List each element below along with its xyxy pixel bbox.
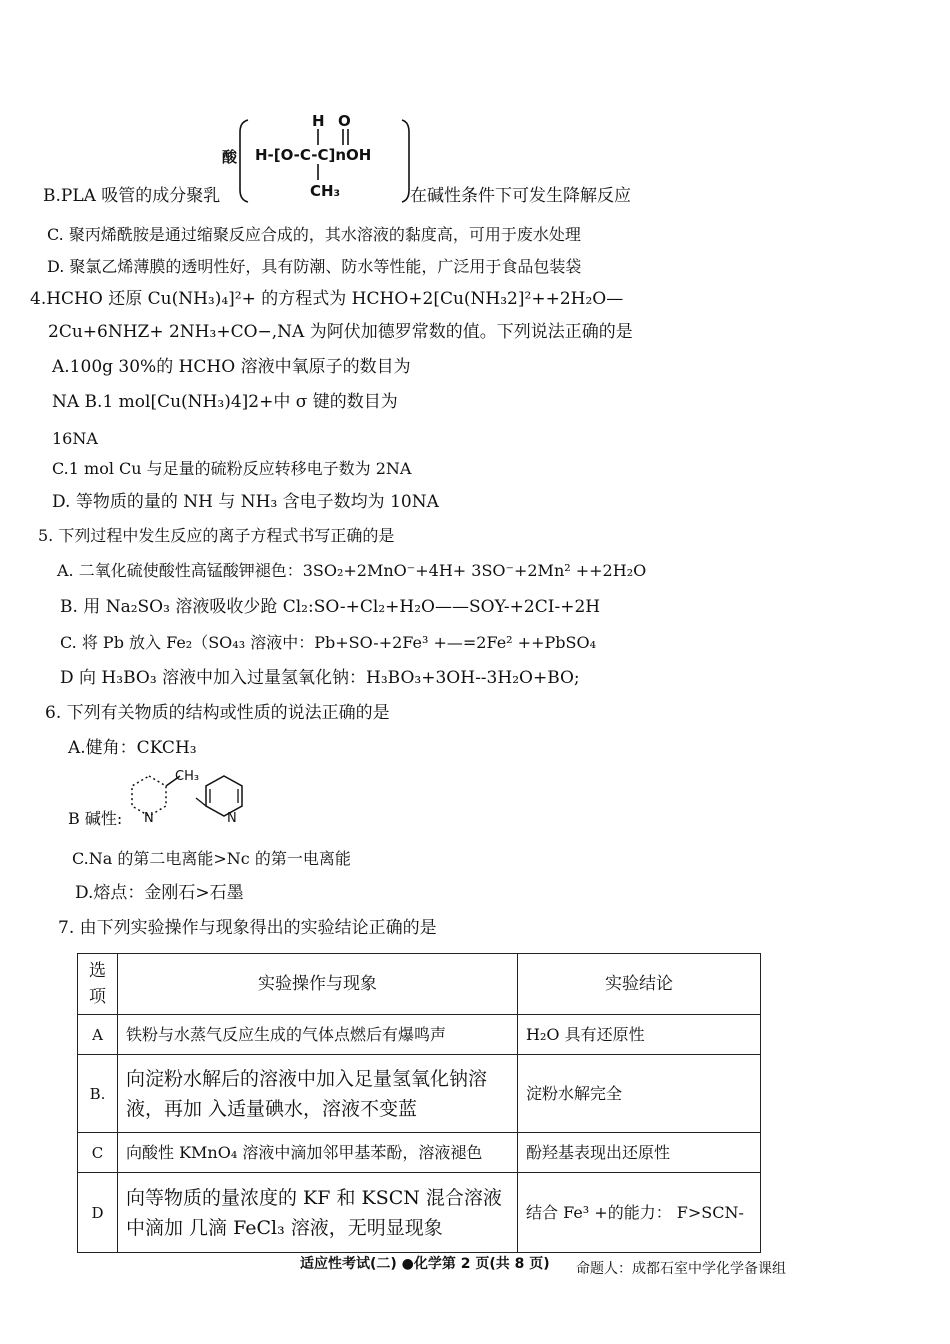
pyridine-ch3: CH₃ — [175, 769, 200, 784]
question-4-option-a: A.100g 30%的 HCHO 溶液中氧原子的数目为 — [52, 357, 411, 377]
question-7: 7. 由下列实验操作与现象得出的实验结论正确的是 — [58, 918, 437, 938]
table-header-row — [78, 954, 761, 1015]
question-6: 6. 下列有关物质的结构或性质的说法正确的是 — [45, 703, 390, 723]
option-b-pla-prefix: B.PLA 吸管的成分聚乳 — [43, 186, 221, 206]
question-5-option-b: B. 用 Na₂SO₃ 溶液吸收少跄 Cl₂:SO-+Cl₂+H₂O——SOY-+2CI-+2H — [60, 597, 601, 617]
formula-o-top: O — [338, 112, 351, 130]
row-conclusion: 淀粉水解完全 — [518, 1055, 761, 1133]
question-5-option-c: C. 将 Pb 放入 Fe₂（SO₄₃ 溶液中：Pb+SO-+2Fe³ +—=2Fe² ++PbSO₄ — [60, 633, 596, 652]
question-6-option-b: B 碱性: — [68, 809, 123, 828]
formula-main-chain: H-[O-C-C]nOH — [255, 146, 372, 164]
question-6-option-a: A.健角：CKCH₃ — [68, 738, 197, 758]
question-4-option-b-cont: 16NA — [52, 429, 98, 448]
row-conclusion: 酚羟基表现出还原性 — [518, 1133, 761, 1173]
row-option: A — [78, 1015, 118, 1055]
formula-h-top: H — [312, 112, 325, 130]
question-6-option-d: D.熔点：金刚石>石墨 — [75, 883, 244, 903]
table-row — [78, 1133, 761, 1173]
pla-structural-formula — [222, 112, 412, 208]
table-row — [78, 1015, 761, 1055]
option-c-pam: C. 聚丙烯酰胺是通过缩聚反应合成的，其水溶液的黏度高，可用于废水处理 — [47, 225, 581, 244]
question-6-option-c: C.Na 的第二电离能>Nc 的第一电离能 — [72, 849, 351, 868]
row-conclusion: H₂O 具有还原性 — [518, 1015, 761, 1055]
question-4-option-b: NA B.1 mol[Cu(NH₃)4]2+中 σ 键的数目为 — [52, 392, 398, 412]
question-4-line1: 4.HCHO 还原 Cu(NH₃)₄]²+ 的方程式为 HCHO+2[Cu(NH₃2]²++2H₂O— — [30, 289, 624, 309]
question-4-option-d: D. 等物质的量的 NH 与 NH₃ 含电子数均为 10NA — [52, 492, 439, 512]
pyridine-n-1: N — [144, 811, 154, 826]
row-conclusion: 结合 Fe³ +的能力： F>SCN- — [518, 1173, 761, 1253]
header-operation: 实验操作与现象 — [118, 954, 518, 1015]
option-d-pvc: D. 聚氯乙烯薄膜的透明性好，具有防潮、防水等性能，广泛用于食品包装袋 — [47, 257, 582, 276]
footer-exam: 适应性考试(二) ●化学第 2 页(共 8 页) — [300, 1256, 550, 1272]
row-operation: 向等物质的量浓度的 KF 和 KSCN 混合溶液中滴加 几滴 FeCl₃ 溶液，无明显现象 — [118, 1173, 518, 1253]
acid-char: 酸 — [222, 148, 238, 166]
experiment-table — [77, 953, 761, 1253]
row-operation: 向淀粉水解后的溶液中加入足量氢氧化钠溶液，再加 入适量碘水，溶液不变蓝 — [118, 1055, 518, 1133]
table-row — [78, 1173, 761, 1253]
footer-author: 命题人：成都石室中学化学备课组 — [576, 1261, 786, 1277]
question-4-line2: 2Cu+6NHZ+ 2NH₃+CO−,NA 为阿伏加德罗常数的值。下列说法正确的是 — [48, 322, 633, 342]
header-conclusion: 实验结论 — [518, 954, 761, 1015]
row-option: D — [78, 1173, 118, 1253]
row-operation: 铁粉与水蒸气反应生成的气体点燃后有爆鸣声 — [118, 1015, 518, 1055]
question-5-option-d: D 向 H₃BO₃ 溶液中加入过量氢氧化钠：H₃BO₃+3OH--3H₂O+BO; — [60, 668, 580, 688]
option-b-pla-suffix: 在碱性条件下可发生降解反应 — [410, 186, 631, 206]
header-option: 选项 — [78, 954, 118, 1015]
row-option: C — [78, 1133, 118, 1173]
row-option: B. — [78, 1055, 118, 1133]
question-5-option-a: A. 二氧化硫使酸性高锰酸钾褪色：3SO₂+2MnO⁻+4H+ 3SO⁻+2Mn² ++2H₂O — [57, 561, 647, 580]
question-5: 5. 下列过程中发生反应的离子方程式书写正确的是 — [38, 526, 395, 545]
row-operation: 向酸性 KMnO₄ 溶液中滴加邻甲基苯酚，溶液褪色 — [118, 1133, 518, 1173]
formula-ch3: CH₃ — [310, 182, 341, 200]
pyridine-n-2: N — [227, 811, 237, 826]
table-row — [78, 1055, 761, 1133]
question-4-option-c: C.1 mol Cu 与足量的硫粉反应转移电子数为 2NA — [52, 459, 412, 478]
